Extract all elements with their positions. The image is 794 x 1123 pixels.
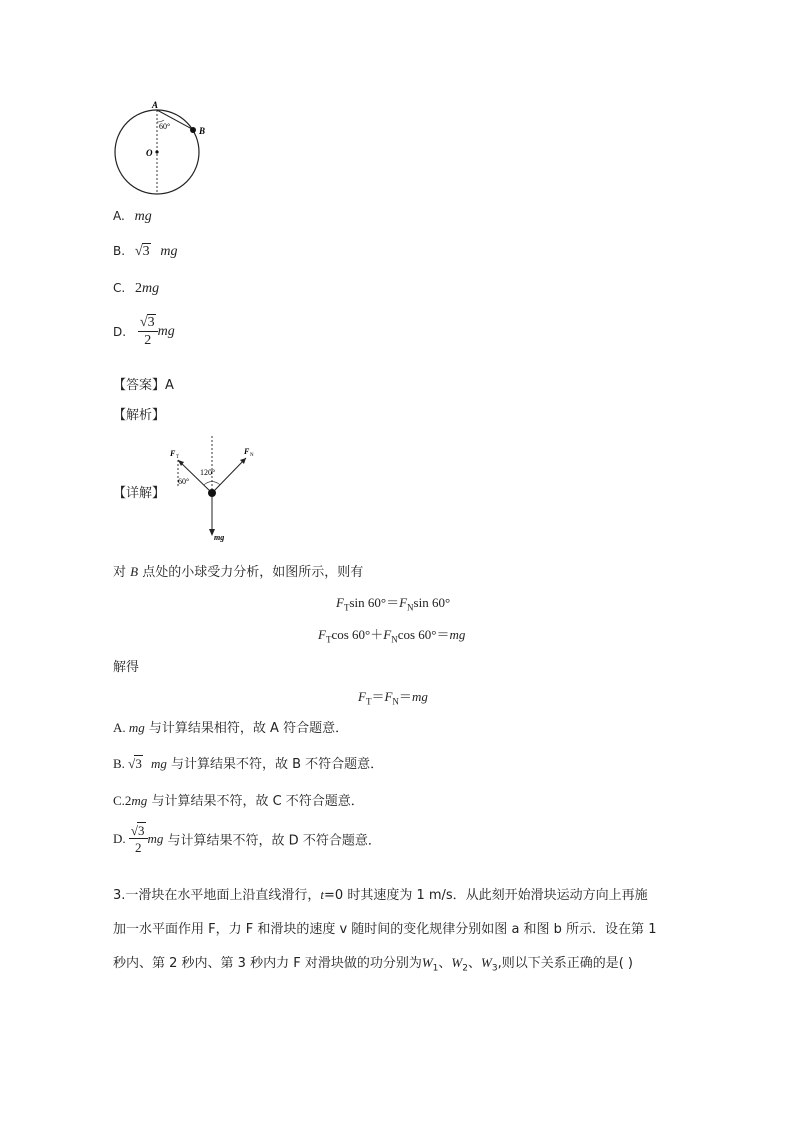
force-diagram — [162, 432, 262, 544]
detail-label: 【详解】 — [113, 486, 166, 501]
option-a: A. mg — [113, 209, 152, 224]
explain-b: B. √3 mg 与计算结果不符，故 B 不符合题意． — [113, 756, 384, 772]
circle-figure — [108, 96, 218, 198]
answer: 【答案】A — [113, 378, 174, 393]
mg-label: mg — [214, 533, 225, 542]
equation-2: $F_T\cos$ $60^\circ+F_N\cos$ 60°＝mg — [318, 627, 466, 645]
angle-60-label: 60° — [178, 477, 190, 486]
fn-label: F — [244, 447, 250, 456]
solve-label: 解得 — [113, 660, 140, 675]
analysis-text: 对 B 点处的小球受力分析，如图所示，则有 — [113, 564, 364, 580]
question-3-line-1: 3.一滑块在水平地面上沿直线滑行，t=0 时其速度为 1 m/s．从此刻开始滑块运动方向上再施 — [113, 887, 648, 903]
angle-120-label: 120° — [200, 468, 216, 477]
option-c: C. 2mg — [113, 281, 160, 296]
option-b: B. √3 mg — [113, 244, 178, 259]
label-a: A — [152, 100, 159, 110]
angle-label: 60° — [159, 122, 171, 131]
explain-d: D. $\frac{√3}{2}$ mg 与计算结果不符，故 D 不符合题意． — [113, 823, 381, 855]
label-o: O — [146, 148, 153, 158]
fn-sub: N — [250, 453, 254, 458]
option-d: D. $\frac{√3}{2}$ mg — [113, 315, 175, 348]
analysis-label: 【解析】 — [113, 408, 166, 423]
ft-label: F — [170, 449, 176, 458]
ft-sub: T — [176, 455, 180, 460]
question-3-line-3: 秒内、第 2 秒内、第 3 秒内力 F 对滑块做的功分别为$W_1$、$W_2$、$W_3$,则以下关系正确的是( ) — [113, 955, 634, 974]
equation-3: $F_T=F_N=mg$ — [358, 689, 428, 707]
equation-1: $F_T\sin$ $60^\circ=F_N\sin$ 60° — [336, 595, 451, 613]
explain-a: A. mg 与计算结果相符，故 A 符合题意． — [113, 720, 349, 736]
label-b: B — [199, 126, 206, 136]
question-3-line-2: 加一水平面作用 F，力 F 和滑块的速度 v 随时间的变化规律分别如图 a 和图 b 所示．设在第 1 — [113, 922, 657, 937]
explain-c: C.2mg 与计算结果不符，故 C 不符合题意． — [113, 793, 364, 809]
